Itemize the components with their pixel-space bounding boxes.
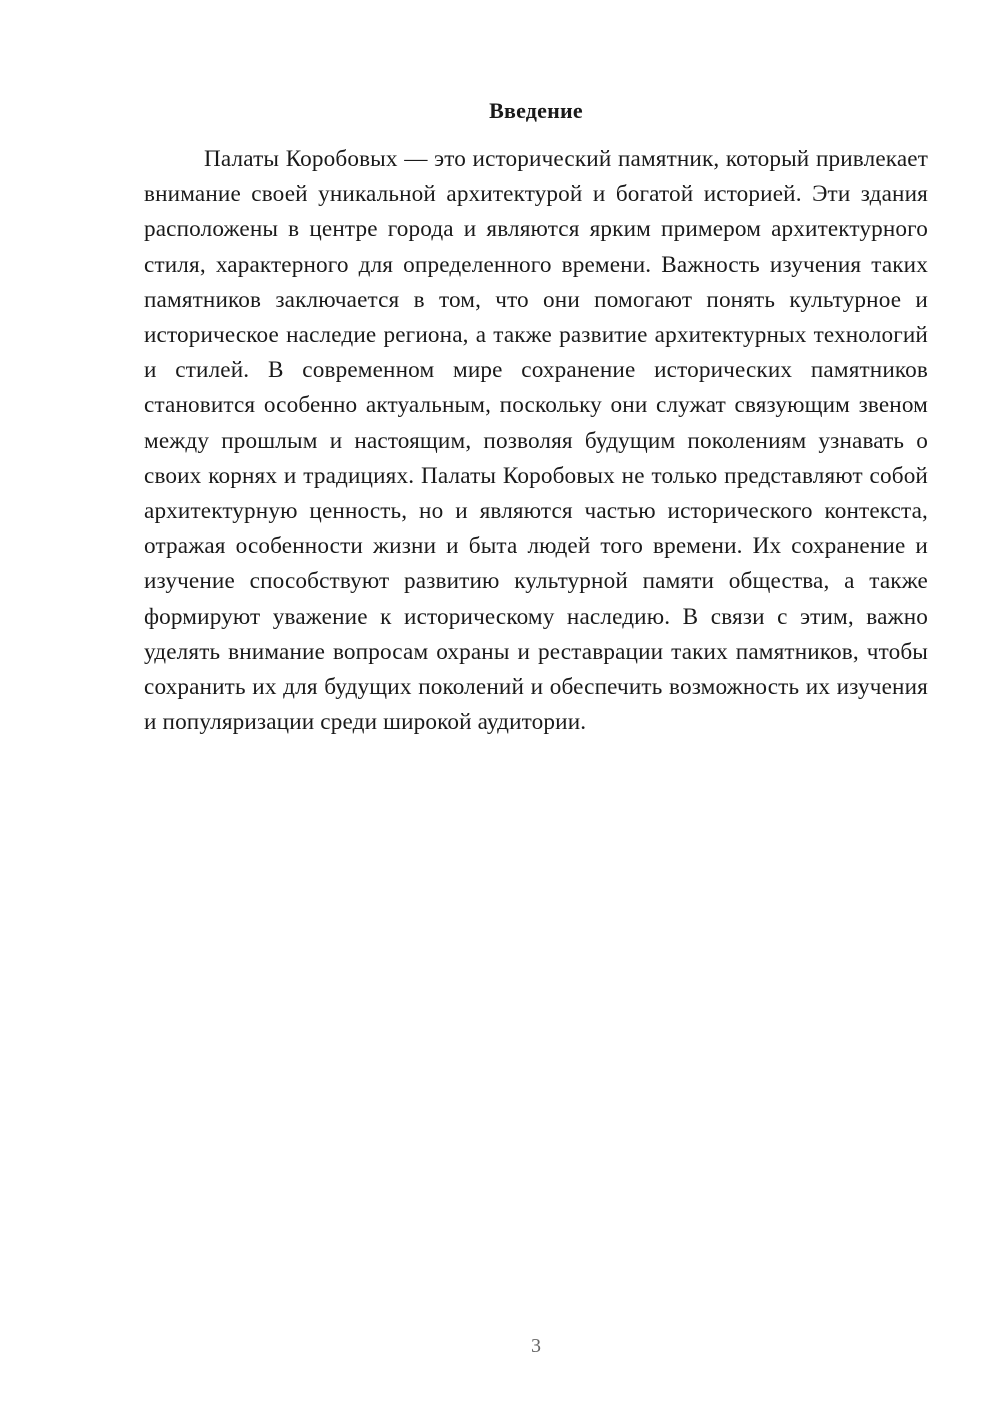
heading-container xyxy=(144,97,928,125)
body-paragraph: Палаты Коробовых — это исторический памятник, который привлекает внимание своей уникальной архитектурой и богатой историей. Эти здания расположены в центре города и являются ярким примером архитектурного стиля, характерного для определенного времени. Важность изучения таких памятников заключается в том, что они помогают понять культурное и историческое наследие региона, а также развитие архитектурных технологий и стилей. В современном мире сохранение исторических памятников становится особенно актуальным, поскольку они служат связующим звеном между прошлым и настоящим, позволяя будущим поколениям узнавать о своих корнях и традициях. Палаты Коробовых не только представляют собой архитектурную ценность, но и являются частью исторического контекста, отражая особенности жизни и быта людей того времени. Их сохранение и изучение способствуют развитию культурной памяти общества, а также формируют уважение к историческому наследию. В связи с этим, важно уделять внимание вопросам охраны и реставрации таких памятников, чтобы сохранить их для будущих поколений и обеспечить возможность их изучения и популяризации среди широкой аудитории. xyxy=(144,146,928,736)
section-title: Введение xyxy=(489,98,583,123)
page-number: 3 xyxy=(531,1335,541,1357)
